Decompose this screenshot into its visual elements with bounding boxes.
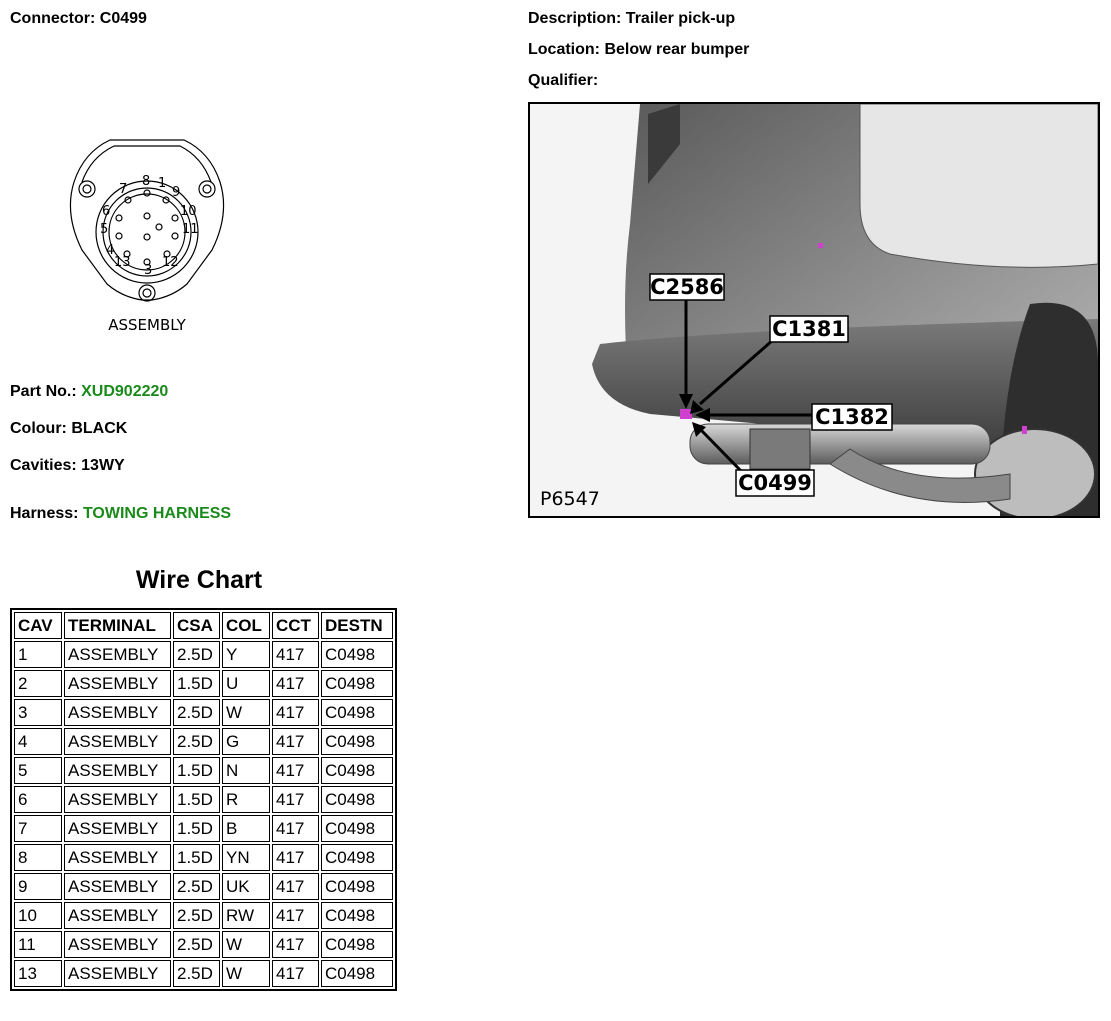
cell-col: U [222, 670, 270, 697]
colour-value: BLACK [71, 420, 128, 437]
connector-field [10, 10, 147, 28]
cell-destn: C0498 [321, 902, 393, 929]
cell-cct: 417 [272, 931, 319, 958]
cell-csa: 2.5D [173, 873, 220, 900]
diagram-caption: ASSEMBLY [108, 316, 186, 334]
cell-terminal: ASSEMBLY [64, 728, 171, 755]
location-field [528, 41, 749, 59]
cell-col: G [222, 728, 270, 755]
cell-destn: C0498 [321, 699, 393, 726]
cell-csa: 2.5D [173, 902, 220, 929]
cell-cct: 417 [272, 960, 319, 987]
wire-chart-table [10, 608, 397, 991]
cell-cav: 6 [14, 786, 62, 813]
col-header-col: COL [222, 612, 270, 639]
cell-csa: 2.5D [173, 728, 220, 755]
connector-face-diagram [62, 132, 232, 342]
callout-c1381: C1381 [772, 317, 846, 341]
cell-terminal: ASSEMBLY [64, 873, 171, 900]
mounting-hole-bottom [139, 285, 155, 301]
col-header-cav: CAV [14, 612, 62, 639]
cell-cct: 417 [272, 641, 319, 668]
cell-csa: 1.5D [173, 844, 220, 871]
connector-marker-right [1022, 426, 1027, 434]
cell-cct: 417 [272, 699, 319, 726]
cell-col: N [222, 757, 270, 784]
table-row [14, 641, 393, 668]
col-header-terminal: TERMINAL [64, 612, 171, 639]
pin-label-12: 12 [162, 255, 179, 270]
pin-label-9: 9 [172, 185, 181, 200]
description-value: Trailer pick-up [625, 10, 736, 27]
cell-cav: 13 [14, 960, 62, 987]
cell-terminal: ASSEMBLY [64, 815, 171, 842]
table-row [14, 960, 393, 987]
cell-cav: 9 [14, 873, 62, 900]
cell-destn: C0498 [321, 844, 393, 871]
cell-cct: 417 [272, 902, 319, 929]
cell-destn: C0498 [321, 873, 393, 900]
photo-reference: P6547 [540, 488, 600, 510]
cell-cct: 417 [272, 844, 319, 871]
cell-csa: 2.5D [173, 931, 220, 958]
cell-terminal: ASSEMBLY [64, 902, 171, 929]
cell-col: W [222, 960, 270, 987]
cell-destn: C0498 [321, 641, 393, 668]
col-header-cct: CCT [272, 612, 319, 639]
connector-marker-c0499 [680, 409, 692, 419]
cell-cav: 4 [14, 728, 62, 755]
colour-label: Colour: [10, 420, 67, 437]
cell-cav: 1 [14, 641, 62, 668]
cell-terminal: ASSEMBLY [64, 960, 171, 987]
location-photo [528, 102, 1100, 518]
description-field [528, 10, 735, 28]
cell-col: W [222, 699, 270, 726]
pin-label-11: 11 [182, 222, 199, 237]
pin-label-1: 1 [158, 176, 167, 191]
pin-label-3: 3 [144, 263, 153, 278]
cavities-label: Cavities: [10, 457, 77, 474]
cell-cav: 2 [14, 670, 62, 697]
location-label: Location: [528, 41, 600, 58]
cell-destn: C0498 [321, 757, 393, 784]
part-number-field [10, 383, 168, 401]
pin-label-10: 10 [180, 204, 197, 219]
cell-cct: 417 [272, 670, 319, 697]
connector-marker-misc [818, 243, 823, 248]
qualifier-field [528, 72, 598, 90]
qualifier-label: Qualifier: [528, 72, 599, 89]
cell-cct: 417 [272, 786, 319, 813]
colour-field [10, 420, 127, 438]
cell-cct: 417 [272, 728, 319, 755]
mounting-hole-left [79, 181, 95, 197]
description-label: Description: [528, 10, 622, 27]
cell-csa: 1.5D [173, 786, 220, 813]
cell-destn: C0498 [321, 931, 393, 958]
cell-col: B [222, 815, 270, 842]
cell-csa: 2.5D [173, 641, 220, 668]
wire-chart-title: Wire Chart [135, 566, 263, 594]
cavities-field [10, 457, 125, 475]
cell-col: W [222, 931, 270, 958]
table-row [14, 757, 393, 784]
pin-label-13: 13 [114, 255, 131, 270]
mounting-hole-right [199, 181, 215, 197]
cavities-value: 13WY [81, 457, 125, 474]
pin-label-4: 4 [106, 243, 115, 258]
table-row [14, 728, 393, 755]
pin-label-8: 8 [142, 174, 151, 189]
pin-label-5: 5 [100, 222, 109, 237]
pin-label-6: 6 [102, 204, 111, 219]
location-value: Below rear bumper [604, 41, 750, 58]
cell-col: Y [222, 641, 270, 668]
cell-cct: 417 [272, 815, 319, 842]
cell-destn: C0498 [321, 670, 393, 697]
cell-destn: C0498 [321, 728, 393, 755]
wire-chart-body [14, 641, 393, 987]
cell-col: R [222, 786, 270, 813]
cell-cav: 5 [14, 757, 62, 784]
cell-destn: C0498 [321, 786, 393, 813]
col-header-csa: CSA [173, 612, 220, 639]
cell-csa: 1.5D [173, 757, 220, 784]
part-number-label: Part No.: [10, 383, 77, 400]
callout-c0499: C0499 [738, 471, 812, 495]
callout-c1382: C1382 [815, 405, 889, 429]
connector-value: C0499 [99, 10, 147, 27]
table-row [14, 786, 393, 813]
table-row [14, 931, 393, 958]
table-row [14, 844, 393, 871]
table-row [14, 815, 393, 842]
cell-destn: C0498 [321, 960, 393, 987]
cell-cav: 3 [14, 699, 62, 726]
cell-terminal: ASSEMBLY [64, 757, 171, 784]
cell-cav: 7 [14, 815, 62, 842]
cell-cav: 10 [14, 902, 62, 929]
table-row [14, 873, 393, 900]
connector-label: Connector: [10, 10, 96, 27]
table-header-row [14, 612, 393, 639]
cell-terminal: ASSEMBLY [64, 641, 171, 668]
harness-label: Harness: [10, 505, 79, 522]
table-row [14, 670, 393, 697]
cell-csa: 1.5D [173, 670, 220, 697]
cell-destn: C0498 [321, 815, 393, 842]
cell-terminal: ASSEMBLY [64, 931, 171, 958]
cell-cav: 11 [14, 931, 62, 958]
cell-cav: 8 [14, 844, 62, 871]
cell-csa: 2.5D [173, 699, 220, 726]
callout-c2586: C2586 [650, 275, 724, 299]
cell-col: RW [222, 902, 270, 929]
cell-col: UK [222, 873, 270, 900]
pin-label-7: 7 [119, 182, 128, 197]
col-header-destn: DESTN [321, 612, 393, 639]
cell-terminal: ASSEMBLY [64, 670, 171, 697]
table-row [14, 699, 393, 726]
cell-csa: 1.5D [173, 815, 220, 842]
table-row [14, 902, 393, 929]
part-number-link[interactable]: XUD902220 [81, 383, 169, 400]
harness-field [10, 505, 231, 523]
cell-terminal: ASSEMBLY [64, 844, 171, 871]
harness-link[interactable]: TOWING HARNESS [82, 505, 232, 522]
cell-csa: 2.5D [173, 960, 220, 987]
cell-terminal: ASSEMBLY [64, 786, 171, 813]
cell-cct: 417 [272, 873, 319, 900]
cell-terminal: ASSEMBLY [64, 699, 171, 726]
cell-cct: 417 [272, 757, 319, 784]
cell-col: YN [222, 844, 270, 871]
pin-holes [116, 190, 178, 265]
